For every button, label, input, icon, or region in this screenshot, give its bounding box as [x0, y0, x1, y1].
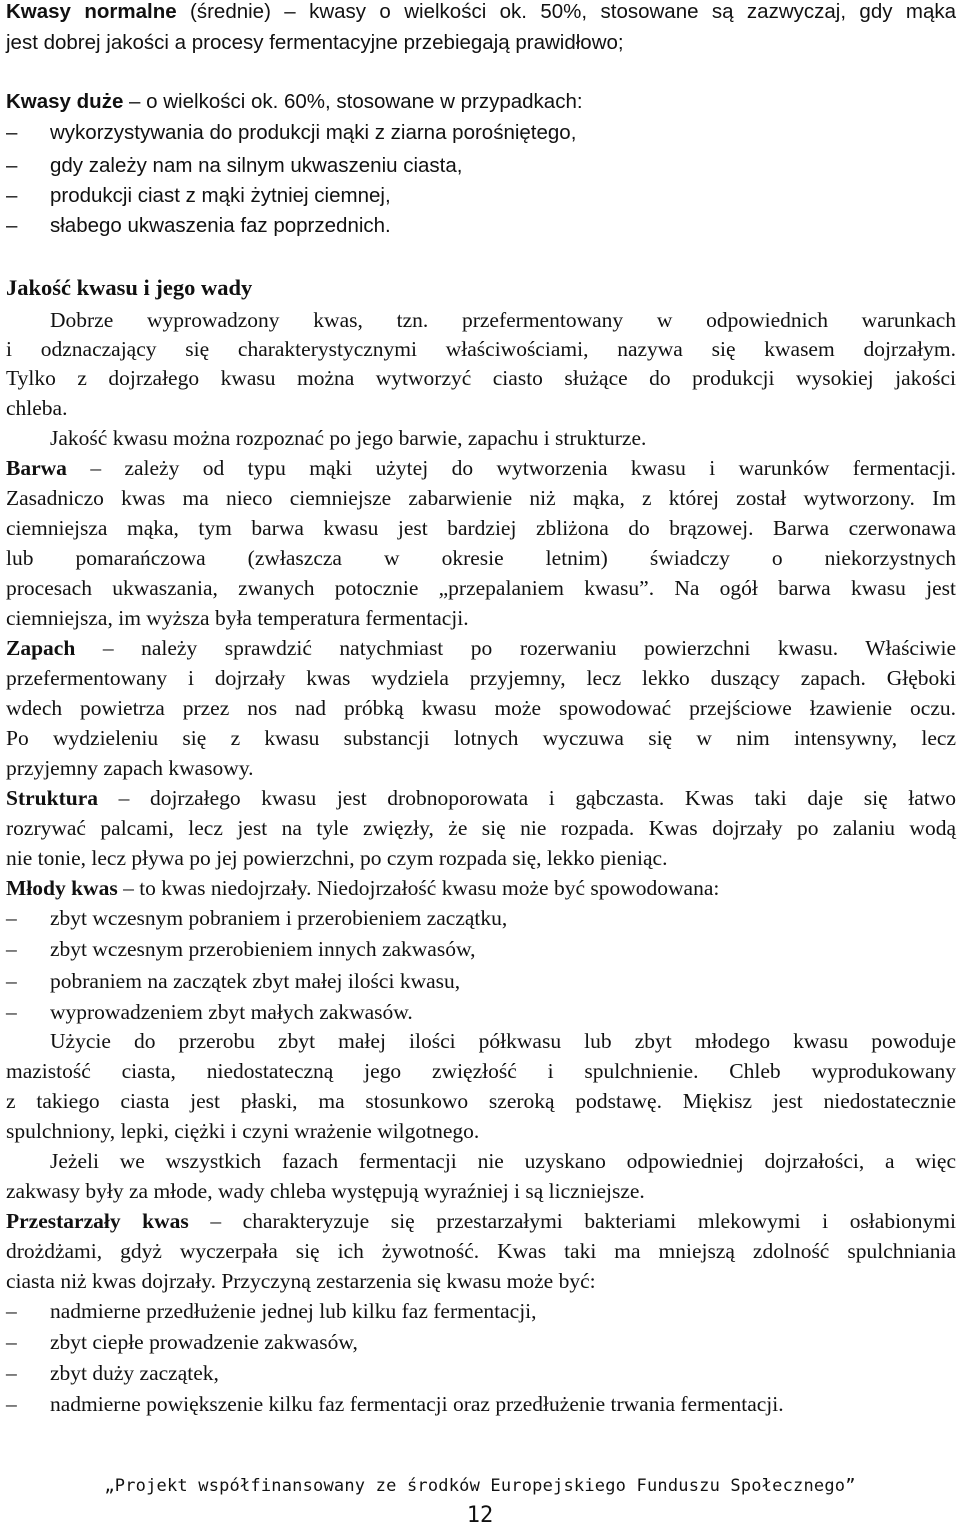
term-przestarzaly-kwas: Przestarzały kwas [6, 1209, 189, 1233]
list-dash: – [6, 1392, 17, 1416]
section-heading: Jakość kwasu i jego wady [6, 275, 253, 300]
list-dash: – [6, 1330, 17, 1354]
paragraph-line: Tylko z dojrzałego kwasu można wytworzyć ciasto służące do produkcji wysokiej jakości [6, 366, 956, 390]
paragraph-mlody-kwas: Młody kwas – to kwas niedojrzały. Niedojrzałość kwasu może być spowodowana: [6, 876, 720, 900]
paragraph-kwasy-normalne: Kwasy normalne (średnie) – kwasy o wielkości ok. 50%, stosowane są zazwyczaj, gdy mąka [6, 0, 957, 23]
paragraph-zapach: Zapach – należy sprawdzić natychmiast po rozerwaniu powierzchni kwasu. Właściwie [6, 636, 956, 660]
paragraph-line: Dobrze wyprowadzony kwas, tzn. przefermentowany w odpowiednich warunkach [50, 308, 956, 332]
term-kwasy-duze: Kwasy duże [6, 90, 124, 113]
paragraph-line: spulchniony, lepki, ciężki i czyni wrażenie wilgotnego. [6, 1119, 480, 1143]
list-item: zbyt duży zaczątek, [50, 1361, 219, 1385]
list-item: gdy zależy nam na silnym ukwaszeniu ciasta, [50, 154, 463, 177]
paragraph-barwa: Barwa – zależy od typu mąki użytej do wytworzenia kwasu i warunków fermentacji. [6, 456, 956, 480]
list-dash: – [6, 184, 18, 207]
paragraph-line: przefermentowany i dojrzały kwas wydziela przyjemny, lecz lekko duszący zapach. Głęboki [6, 666, 956, 690]
list-dash: – [6, 1299, 17, 1323]
paragraph-line: chleba. [6, 396, 68, 420]
list-dash: – [6, 906, 17, 930]
paragraph-line: Po wydzieleniu się z kwasu substancji lotnych wyczuwa się w nim intensywny, lecz [6, 726, 956, 750]
term-kwasy-normalne: Kwasy normalne [6, 0, 177, 23]
list-item: zbyt wczesnym pobraniem i przerobieniem zaczątku, [50, 906, 508, 930]
paragraph-line: rozrywać palcami, lecz jest na tyle zwięzły, że się nie rozpada. Kwas dojrzały po zalaniu wodą [6, 816, 956, 840]
term-barwa: Barwa [6, 456, 67, 480]
paragraph-line: przyjemny zapach kwasowy. [6, 756, 254, 780]
list-dash: – [6, 214, 18, 237]
list-item: produkcji ciast z mąki żytniej ciemnej, [50, 184, 391, 207]
list-dash: – [6, 937, 17, 961]
paragraph-line: Jeżeli we wszystkich fazach fermentacji nie uzyskano odpowiedniej dojrzałości, a więc [50, 1149, 956, 1173]
list-dash: – [6, 1000, 17, 1024]
list-item: pobraniem na zaczątek zbyt małej ilości kwasu, [50, 969, 461, 993]
paragraph-line: Zasadniczo kwas ma nieco ciemniejsze zabarwienie niż mąka, z której został wytworzony. Im [6, 486, 956, 510]
term-mlody-kwas: Młody kwas [6, 876, 118, 900]
paragraph-line: drożdżami, gdyż wyczerpała się ich żywotność. Kwas taki ma mniejszą zdolność spulchniania [6, 1239, 956, 1263]
paragraph-line: z takiego ciasta jest płaski, ma stosunkowo szeroką podstawę. Miękisz jest niedostatecznie [6, 1089, 956, 1113]
list-item: nadmierne powiększenie kilku faz fermentacji oraz przedłużenie trwania fermentacji. [50, 1392, 784, 1416]
list-item: nadmierne przedłużenie jednej lub kilku faz fermentacji, [50, 1299, 537, 1323]
list-dash: – [6, 121, 18, 144]
list-dash: – [6, 154, 18, 177]
paragraph-line: ciemniejsza mąka, tym barwa kwasu jest bardziej zbliżona do brązowej. Barwa czerwonawa [6, 516, 956, 540]
paragraph-kwasy-duze: Kwasy duże – o wielkości ok. 60%, stosowane w przypadkach: [6, 90, 583, 113]
list-item: słabego ukwaszenia faz poprzednich. [50, 214, 391, 237]
list-item: wykorzystywania do produkcji mąki z ziarna porośniętego, [50, 121, 577, 144]
paragraph-line: i odznaczający się charakterystycznymi właściwościami, nazywa się kwasem dojrzałym. [6, 337, 956, 361]
list-item: zbyt wczesnym przerobieniem innych zakwasów, [50, 937, 476, 961]
paragraph-line: mazistość ciasta, niedostateczną jego zwięzłość i spulchnienie. Chleb wyprodukowany [6, 1059, 956, 1083]
list-item: wyprowadzeniem zbyt małych zakwasów. [50, 1000, 413, 1024]
paragraph-struktura: Struktura – dojrzałego kwasu jest drobnoporowata i gąbczasta. Kwas taki daje się łatwo [6, 786, 956, 810]
page-footer: „Projekt współfinansowany ze środków Europejskiego Funduszu Społecznego” [104, 1476, 856, 1496]
paragraph-line: Użycie do przerobu zbyt małej ilości półkwasu lub zbyt młodego kwasu powoduje [50, 1029, 956, 1053]
term-zapach: Zapach [6, 636, 76, 660]
paragraph-line: Jakość kwasu można rozpoznać po jego barwie, zapachu i strukturze. [50, 426, 647, 450]
term-struktura: Struktura [6, 786, 98, 810]
paragraph-line: lub pomarańczowa (zwłaszcza w okresie letnim) świadczy o niekorzystnych [6, 546, 956, 570]
paragraph-line: jest dobrej jakości a procesy fermentacyjne przebiegają prawidłowo; [6, 31, 624, 54]
list-item: zbyt ciepłe prowadzenie zakwasów, [50, 1330, 358, 1354]
paragraph-line: procesach ukwaszania, zwanych potocznie „przepalaniem kwasu”. Na ogół barwa kwasu jest [6, 576, 956, 600]
paragraph-line: ciasta niż kwas dojrzały. Przyczyną zestarzenia się kwasu może być: [6, 1269, 596, 1293]
page-number: 12 [466, 1503, 494, 1528]
paragraph-line: wdech powietrza przez nos nad próbką kwasu może spowodować przejściowe łzawienie oczu. [6, 696, 956, 720]
paragraph-przestarzaly-kwas: Przestarzały kwas – charakteryzuje się przestarzałymi bakteriami mlekowymi i osłabionymi [6, 1209, 956, 1233]
paragraph-line: zakwasy były za młode, wady chleba występują wyraźniej i są liczniejsze. [6, 1179, 645, 1203]
list-dash: – [6, 969, 17, 993]
paragraph-line: nie tonie, lecz pływa po jej powierzchni, po czym rozpada się, lekko pieniąc. [6, 846, 668, 870]
list-dash: – [6, 1361, 17, 1385]
paragraph-line: ciemniejsza, im wyższa była temperatura fermentacji. [6, 606, 469, 630]
